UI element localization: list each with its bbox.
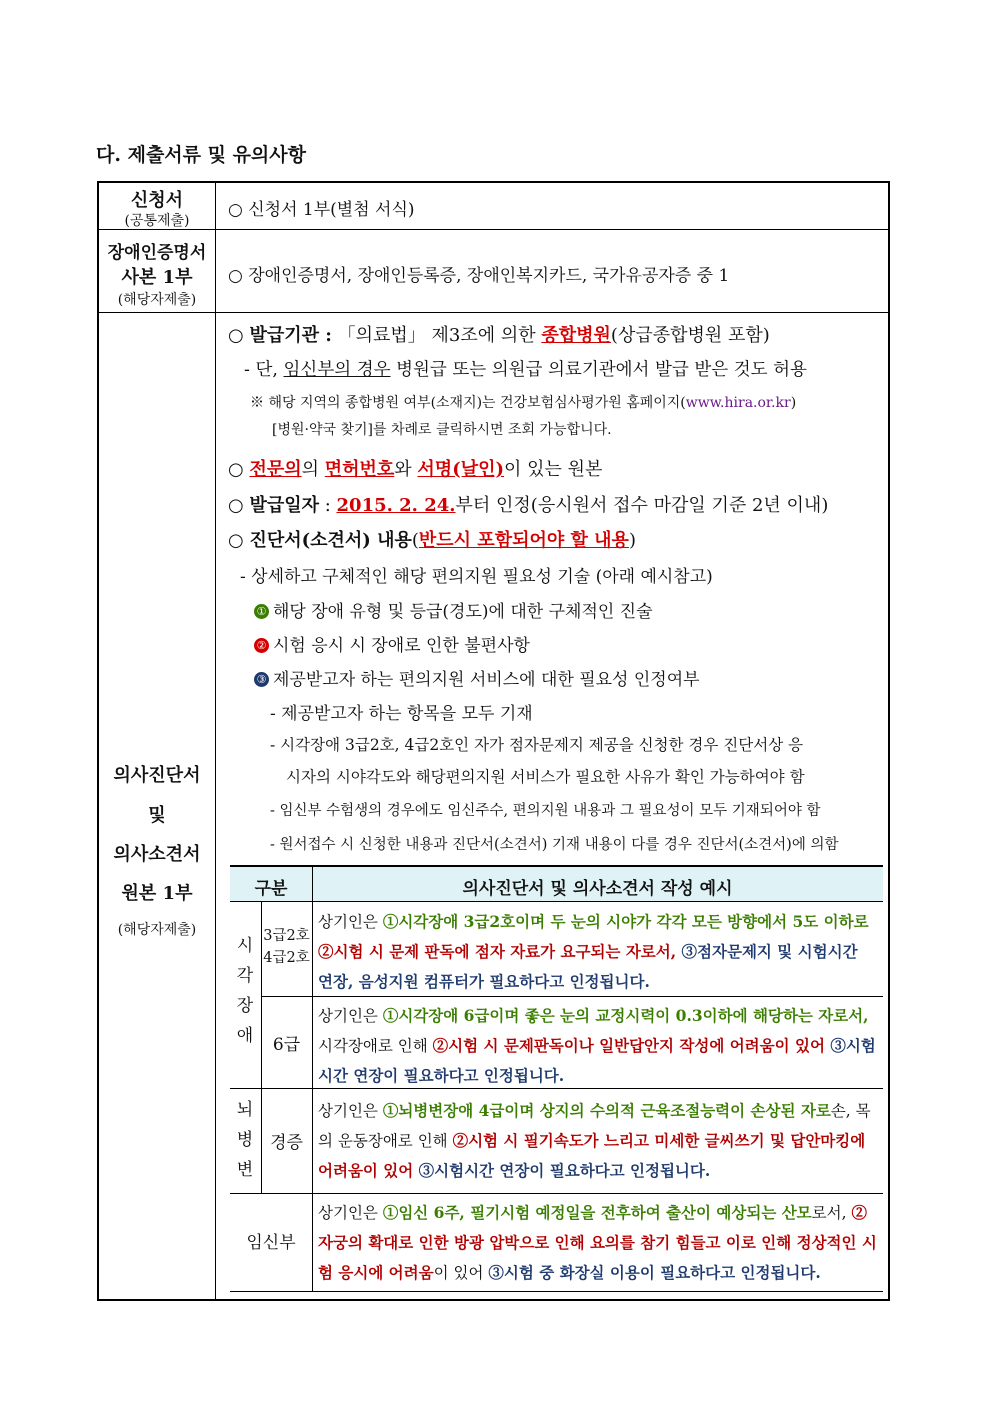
row-disability-label: 장애인증명서 사본 1부 (해당자제출) — [99, 230, 216, 312]
content-requirement: ○ 진단서(소견서) 내용(반드시 포함되어야 할 내용) — [228, 530, 636, 551]
row-disability-content: ○ 장애인증명서, 장애인등록증, 장애인복지카드, 국가유공자증 중 1 — [228, 266, 730, 286]
original-requirement: ○ 전문의의 면허번호와 서명(날인)이 있는 원본 — [228, 459, 603, 480]
item-3: ③ 제공받고자 하는 편의지원 서비스에 대한 필요성 인정여부 — [254, 665, 700, 690]
row-divider — [230, 1193, 883, 1194]
grade-6: 6급 — [272, 1035, 301, 1055]
example-table — [230, 865, 883, 1292]
issue-date: ○ 발급일자 : 2015. 2. 24.부터 인정(응시원서 접수 마감일 기준 2년 이내) — [228, 495, 829, 516]
row-medical-label: 의사진단서 및 의사소견서 원본 1부 (해당자제출) — [99, 313, 216, 1299]
group-pregnant: 임신부 — [246, 1233, 296, 1253]
hira-note: ※ 해당 지역의 종합병원 여부(소재지)는 건강보험심사평가원 홈페이지(www.hira.or.kr) — [250, 395, 797, 411]
item-2: ② 시험 응시 시 장애로 인한 불편사항 — [254, 631, 530, 656]
example-table-header: 구분 의사진단서 및 의사소견서 작성 예시 — [230, 867, 883, 902]
pregnant-exception: - 단, 임신부의 경우 병원급 또는 의원급 의료기관에서 발급 받은 것도 허용 — [244, 360, 807, 380]
row-medical-content: ○ 발급기관 : 「의료법」 제3조에 의한 종합병원(상급종합병원 포함) - 단, 임신부의 경우 병원급 또는 의원급 의료기관에서 발급 받은 것도 허용 ※ 해당 지역의 종합병원 여부(소재지)는 건강보험심사평가원 홈페이지(www.hira.or.kr) [병원·약국 찾기]를 차례로 클릭하시면 조회 가능합니다. ○ 전문의의 면허번호와 서명(날인)이 있는 원본 ○ 발급일자 : 2015. 2. 24.부터 인정(응시원서 접수 마감일 기준 2년 이내) ○ 진단서(소견서) 내용(반드시 포함되어야 할 내용) - 상세하고 구체적인 해당 편의지원 필요성 기술 (아래 예시참고) ① 해당 장애 유형 및 등급(경도)에 대한 구체적인 진술 ② 시험 응시 시 장애로 인한 불편사항 ③ 제공받고자 하는 편의지원 서비스에 대한 필요성 인정여부 - 제공받고자 하는 항목을 모두 기재 - 시각장애 3급2호, 4급2호인 자가 점자문제지 제공을 신청한 경우 진단서상 응 시자의 시야각도와 해당편의지원 서비스가 필요한 사유가 확인 가능하여야 함 - 임신부 수험생의 경우에도 임신주수, 편의지원 내용과 그 필요성이 모두 기재되어야 함 - 원서접수 시 신청한 내용과 진단서(소견서) 기재 내용이 다를 경우 진단서(소견서)에 의함 — [216, 313, 888, 1299]
row-application-label: 신청서 (공통제출) — [99, 183, 216, 229]
item-1: ① 해당 장애 유형 및 등급(경도)에 대한 구체적인 진술 — [254, 597, 653, 622]
example-pregnant: 상기인은 ①임신 6주, 필기시험 예정일을 전후하여 출산이 예상되는 산모로서, ②자궁의 확대로 인한 방광 압박으로 인해 요의를 참기 힘들고 이로 인해 정상적인 시험 응시에 어려움이 있어 ③시험 중 화장실 이용이 필요하다고 인정됩니다. — [318, 1203, 877, 1282]
group-visual: 시 각 장 애 — [236, 936, 254, 1046]
example-brain: 상기인은 ①뇌병변장애 4급이며 상지의 수의적 근육조절능력이 손상된 자로손, 목의 운동장애로 인해 ②시험 시 필기속도가 느리고 미세한 글씨쓰기 및 답안마킹에 어려움이 있어 ③시험시간 연장이 필요하다고 인정됩니다. — [318, 1101, 871, 1180]
issuer-line: ○ 발급기관 : 「의료법」 제3조에 의한 종합병원(상급종합병원 포함) — [228, 325, 770, 346]
section-title: 다. 제출서류 및 유의사항 — [96, 144, 306, 166]
example-visual-3-4: 상기인은 ①시각장애 3급2호이며 두 눈의 시야가 각각 모든 방향에서 5도 이하로 ②시험 시 문제 판독에 점자 자료가 요구되는 자로서, ③점자문제지 및 시험시간 연장, 음성지원 컴퓨터가 필요하다고 인정됩니다. — [318, 912, 869, 991]
row-application-content: ○ 신청서 1부(별첨 서식) — [228, 200, 415, 220]
grade-3-4: 3급2호 4급2호 — [263, 928, 310, 966]
example-visual-6: 상기인은 ①시각장애 6급이며 좋은 눈의 교정시력이 0.3이하에 해당하는 자로서, 시각장애로 인해 ②시험 시 문제판독이나 일반답안지 작성에 어려움이 있어 ③시험시간 연장이 필요하다고 인정됩니다. — [318, 1006, 876, 1085]
col-divider — [312, 867, 313, 1291]
group-brain: 뇌 병 변 — [236, 1100, 254, 1180]
grade-mild: 경증 — [270, 1133, 303, 1153]
